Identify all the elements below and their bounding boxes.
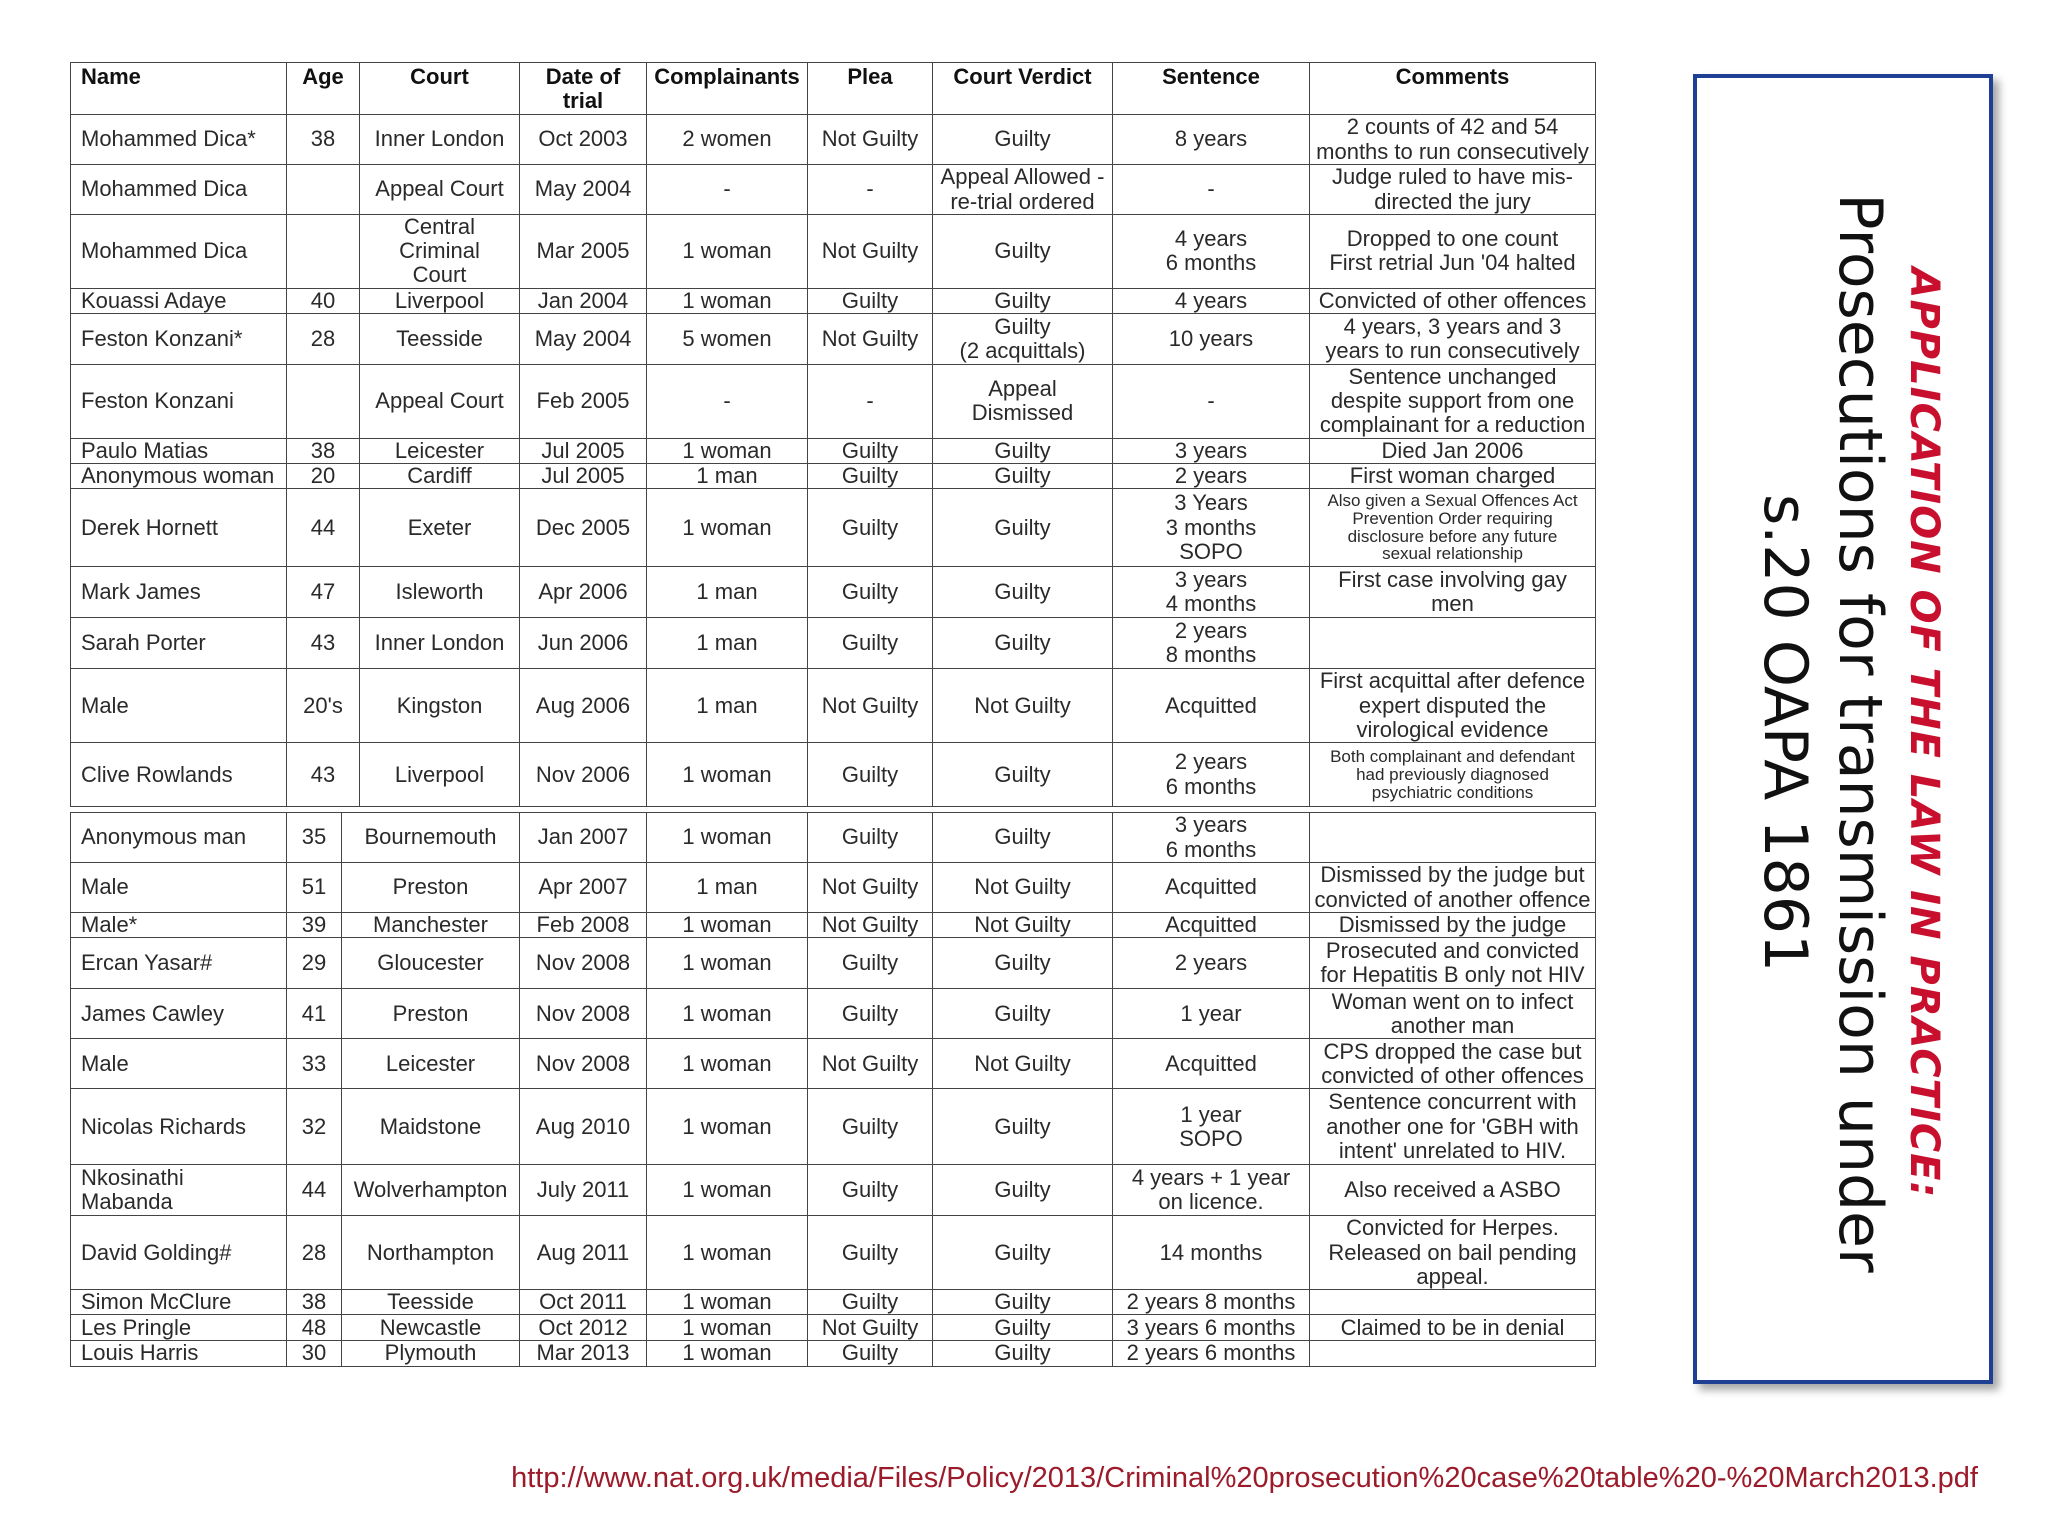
cell-court: Bournemouth	[342, 813, 520, 863]
page-title-line-2: s.20 OAPA 1861	[1750, 493, 1820, 973]
cell-sentence: 4 years	[1113, 288, 1310, 313]
table-row	[71, 1341, 1596, 1366]
cell-date: Jul 2005	[520, 438, 647, 463]
cell-date: Jun 2006	[520, 618, 647, 669]
cell-court: Liverpool	[360, 743, 520, 807]
cell-complainants: 1 woman	[647, 489, 808, 567]
cell-verdict: Guilty	[933, 618, 1113, 669]
table-row	[71, 489, 1596, 567]
cell-date: Nov 2006	[520, 743, 647, 807]
cell-court: Newcastle	[342, 1315, 520, 1341]
cell-age: 47	[287, 567, 360, 618]
table-row	[71, 1315, 1596, 1341]
cell-court: Manchester	[342, 913, 520, 938]
cell-date: Nov 2008	[520, 938, 647, 989]
cell-court: Wolverhampton	[342, 1165, 520, 1216]
cell-comments: Sentence concurrent with another one for 'GBH with intent' unrelated to HIV.	[1310, 1089, 1596, 1165]
cell-sentence: 2 years 8 months	[1113, 1290, 1310, 1315]
cell-complainants: 2 women	[647, 115, 808, 165]
cell-age: 28	[287, 313, 360, 364]
cell-sentence: 4 years 6 months	[1113, 215, 1310, 289]
cell-comments: Prosecuted and convicted for Hepatitis B only not HIV	[1310, 938, 1596, 989]
cell-name: Les Pringle	[71, 1315, 287, 1341]
cell-comments	[1310, 813, 1596, 863]
cell-comments: 4 years, 3 years and 3 years to run consecutively	[1310, 313, 1596, 364]
cell-comments: Dropped to one count First retrial Jun '04 halted	[1310, 215, 1596, 289]
cell-plea: -	[808, 165, 933, 215]
source-url-link[interactable]: http://www.nat.org.uk/media/Files/Policy/2013/Criminal%20prosecution%20case%20table%20-%20March2013.pdf	[511, 1462, 1978, 1494]
cell-name: Male	[71, 669, 287, 743]
cell-comments: Died Jan 2006	[1310, 438, 1596, 463]
cell-age	[287, 165, 360, 215]
header-name: Name	[71, 63, 287, 115]
header-age: Age	[287, 63, 360, 115]
cell-verdict: Not Guilty	[933, 863, 1113, 913]
cell-plea: Guilty	[808, 463, 933, 488]
cell-verdict: Not Guilty	[933, 1039, 1113, 1089]
cell-sentence: 8 years	[1113, 115, 1310, 165]
cell-complainants: 1 woman	[647, 813, 808, 863]
cell-plea: Guilty	[808, 288, 933, 313]
cell-name: Nicolas Richards	[71, 1089, 287, 1165]
cell-date: Oct 2003	[520, 115, 647, 165]
cell-name: David Golding#	[71, 1216, 287, 1290]
table-row	[71, 1290, 1596, 1315]
prosecution-table-2007-2013	[70, 812, 1596, 1367]
cell-name: James Cawley	[71, 989, 287, 1039]
cell-verdict: Not Guilty	[933, 913, 1113, 938]
cell-date: Mar 2005	[520, 215, 647, 289]
cell-complainants: -	[647, 364, 808, 438]
cell-verdict: Not Guilty	[933, 669, 1113, 743]
cell-complainants: 1 man	[647, 463, 808, 488]
cell-complainants: 1 man	[647, 567, 808, 618]
cell-court: Inner London	[360, 618, 520, 669]
cell-plea: Not Guilty	[808, 215, 933, 289]
cell-comments: First woman charged	[1310, 463, 1596, 488]
cell-age: 20's	[287, 669, 360, 743]
cell-plea: Not Guilty	[808, 1039, 933, 1089]
table-row	[71, 1039, 1596, 1089]
cell-age: 43	[287, 743, 360, 807]
cell-sentence: 3 years 4 months	[1113, 567, 1310, 618]
cell-plea: Not Guilty	[808, 669, 933, 743]
table-row	[71, 1216, 1596, 1290]
cell-sentence: 10 years	[1113, 313, 1310, 364]
cell-date: Aug 2011	[520, 1216, 647, 1290]
page-title-line-1: Prosecutions for transmission under	[1825, 193, 1895, 1273]
cell-plea: Guilty	[808, 813, 933, 863]
cell-date: Nov 2008	[520, 989, 647, 1039]
header-verdict: Court Verdict	[933, 63, 1113, 115]
cell-verdict: Guilty	[933, 567, 1113, 618]
cell-complainants: 1 woman	[647, 1290, 808, 1315]
cell-comments: 2 counts of 42 and 54 months to run consecutively	[1310, 115, 1596, 165]
cell-complainants: 1 man	[647, 863, 808, 913]
cell-name: Louis Harris	[71, 1341, 287, 1366]
cell-court: Leicester	[360, 438, 520, 463]
cell-comments: Sentence unchanged despite support from one complainant for a reduction	[1310, 364, 1596, 438]
cell-date: Mar 2013	[520, 1341, 647, 1366]
cell-verdict: Guilty	[933, 215, 1113, 289]
cell-date: Apr 2007	[520, 863, 647, 913]
cell-comments	[1310, 1290, 1596, 1315]
cell-name: Male	[71, 1039, 287, 1089]
prosecution-table-2003-2006	[70, 62, 1596, 807]
cell-name: Feston Konzani	[71, 364, 287, 438]
cell-complainants: 1 man	[647, 618, 808, 669]
cell-plea: Guilty	[808, 743, 933, 807]
cell-verdict: Guilty	[933, 1165, 1113, 1216]
cell-sentence: 1 year	[1113, 989, 1310, 1039]
cell-name: Mohammed Dica*	[71, 115, 287, 165]
cell-plea: Guilty	[808, 1216, 933, 1290]
table-row	[71, 938, 1596, 989]
cell-name: Ercan Yasar#	[71, 938, 287, 989]
cell-age	[287, 364, 360, 438]
cell-sentence: 2 years	[1113, 938, 1310, 989]
cell-complainants: 1 woman	[647, 288, 808, 313]
table-row	[71, 743, 1596, 807]
cell-court: Leicester	[342, 1039, 520, 1089]
cell-verdict: Guilty	[933, 115, 1113, 165]
cell-verdict: Guilty	[933, 288, 1113, 313]
cell-comments: Dismissed by the judge	[1310, 913, 1596, 938]
cell-sentence: Acquitted	[1113, 669, 1310, 743]
cell-date: Aug 2010	[520, 1089, 647, 1165]
cell-name: Paulo Matias	[71, 438, 287, 463]
cell-sentence: -	[1113, 165, 1310, 215]
cell-verdict: Appeal Dismissed	[933, 364, 1113, 438]
table-row	[71, 463, 1596, 488]
cell-sentence: 2 years 6 months	[1113, 1341, 1310, 1366]
cell-verdict: Guilty	[933, 438, 1113, 463]
cell-verdict: Guilty	[933, 938, 1113, 989]
table-row	[71, 438, 1596, 463]
cell-age: 38	[287, 1290, 342, 1315]
cell-sentence: Acquitted	[1113, 913, 1310, 938]
cell-plea: Guilty	[808, 1290, 933, 1315]
cell-complainants: -	[647, 165, 808, 215]
cell-date: May 2004	[520, 313, 647, 364]
cell-plea: Guilty	[808, 567, 933, 618]
header-complainants: Complainants	[647, 63, 808, 115]
cell-court: Exeter	[360, 489, 520, 567]
table-row	[71, 1089, 1596, 1165]
cell-name: Mohammed Dica	[71, 165, 287, 215]
cell-sentence: 2 years 8 months	[1113, 618, 1310, 669]
cell-verdict: Guilty	[933, 1089, 1113, 1165]
cell-comments	[1310, 1341, 1596, 1366]
cell-age: 38	[287, 438, 360, 463]
cell-sentence: 2 years	[1113, 463, 1310, 488]
cell-date: Jan 2004	[520, 288, 647, 313]
table-row	[71, 1165, 1596, 1216]
cell-court: Isleworth	[360, 567, 520, 618]
cell-date: Jul 2005	[520, 463, 647, 488]
header-row	[71, 63, 1596, 115]
cell-date: Nov 2008	[520, 1039, 647, 1089]
cell-name: Nkosinathi Mabanda	[71, 1165, 287, 1216]
cell-complainants: 1 woman	[647, 1039, 808, 1089]
cell-sentence: Acquitted	[1113, 863, 1310, 913]
cell-date: Feb 2008	[520, 913, 647, 938]
cell-sentence: 3 years 6 months	[1113, 813, 1310, 863]
table-row	[71, 567, 1596, 618]
cell-court: Northampton	[342, 1216, 520, 1290]
header-date: Date of trial	[520, 63, 647, 115]
page-title	[1747, 93, 1897, 1373]
cell-court: Liverpool	[360, 288, 520, 313]
title-box	[1693, 74, 1993, 1384]
cell-age: 33	[287, 1039, 342, 1089]
cell-plea: Not Guilty	[808, 913, 933, 938]
cell-comments: CPS dropped the case but convicted of other offences	[1310, 1039, 1596, 1089]
cell-plea: Not Guilty	[808, 313, 933, 364]
table-row	[71, 215, 1596, 289]
table-row	[71, 618, 1596, 669]
cell-age: 41	[287, 989, 342, 1039]
cell-name: Sarah Porter	[71, 618, 287, 669]
cell-age: 51	[287, 863, 342, 913]
cell-complainants: 1 woman	[647, 989, 808, 1039]
table-row	[71, 115, 1596, 165]
cell-comments: Claimed to be in denial	[1310, 1315, 1596, 1341]
cell-comments: Also received a ASBO	[1310, 1165, 1596, 1216]
table2-body	[71, 813, 1596, 1367]
cell-verdict: Guilty	[933, 1216, 1113, 1290]
cell-date: Oct 2012	[520, 1315, 647, 1341]
cell-verdict: Guilty	[933, 1341, 1113, 1366]
cell-complainants: 1 woman	[647, 1341, 808, 1366]
cell-sentence: Acquitted	[1113, 1039, 1310, 1089]
cell-complainants: 1 woman	[647, 938, 808, 989]
cell-name: Male	[71, 863, 287, 913]
cell-age: 30	[287, 1341, 342, 1366]
cell-verdict: Guilty	[933, 989, 1113, 1039]
table-row	[71, 288, 1596, 313]
cell-verdict: Guilty	[933, 743, 1113, 807]
cell-age: 40	[287, 288, 360, 313]
cell-plea: Guilty	[808, 618, 933, 669]
cell-plea: Guilty	[808, 938, 933, 989]
cell-date: Dec 2005	[520, 489, 647, 567]
cell-comments: Both complainant and defendant had previously diagnosed psychiatric conditions	[1310, 743, 1596, 807]
cell-court: Teesside	[342, 1290, 520, 1315]
cell-plea: Not Guilty	[808, 115, 933, 165]
cell-name: Anonymous man	[71, 813, 287, 863]
cell-age: 28	[287, 1216, 342, 1290]
cell-verdict: Appeal Allowed - re-trial ordered	[933, 165, 1113, 215]
cell-complainants: 1 woman	[647, 215, 808, 289]
cell-age: 39	[287, 913, 342, 938]
cell-complainants: 1 woman	[647, 1216, 808, 1290]
table-row	[71, 989, 1596, 1039]
cell-plea: Not Guilty	[808, 1315, 933, 1341]
cell-age: 44	[287, 1165, 342, 1216]
cell-court: Central Criminal Court	[360, 215, 520, 289]
cell-sentence: 2 years 6 months	[1113, 743, 1310, 807]
cell-date: July 2011	[520, 1165, 647, 1216]
table-row	[71, 813, 1596, 863]
cell-age: 20	[287, 463, 360, 488]
title-rotated	[1747, 93, 1947, 1373]
cell-complainants: 1 woman	[647, 913, 808, 938]
table-row	[71, 165, 1596, 215]
cell-comments: Woman went on to infect another man	[1310, 989, 1596, 1039]
cell-plea: Guilty	[808, 1089, 933, 1165]
cell-verdict: Guilty	[933, 463, 1113, 488]
cell-comments: Convicted of other offences	[1310, 288, 1596, 313]
table-row	[71, 913, 1596, 938]
cell-age: 35	[287, 813, 342, 863]
cell-date: Jan 2007	[520, 813, 647, 863]
table-row	[71, 669, 1596, 743]
cell-sentence: 3 years 6 months	[1113, 1315, 1310, 1341]
cell-court: Kingston	[360, 669, 520, 743]
cell-age: 43	[287, 618, 360, 669]
cell-name: Derek Hornett	[71, 489, 287, 567]
cell-age: 48	[287, 1315, 342, 1341]
cell-name: Mark James	[71, 567, 287, 618]
cell-plea: -	[808, 364, 933, 438]
cell-plea: Guilty	[808, 989, 933, 1039]
cell-court: Plymouth	[342, 1341, 520, 1366]
cell-comments: Convicted for Herpes. Released on bail pending appeal.	[1310, 1216, 1596, 1290]
header-plea: Plea	[808, 63, 933, 115]
cell-complainants: 1 woman	[647, 743, 808, 807]
cell-complainants: 5 women	[647, 313, 808, 364]
cell-court: Teesside	[360, 313, 520, 364]
cell-plea: Guilty	[808, 1165, 933, 1216]
cell-court: Maidstone	[342, 1089, 520, 1165]
cell-plea: Guilty	[808, 438, 933, 463]
cell-comments: First acquittal after defence expert disputed the virological evidence	[1310, 669, 1596, 743]
cell-complainants: 1 woman	[647, 1165, 808, 1216]
header-comments: Comments	[1310, 63, 1596, 115]
cell-court: Preston	[342, 989, 520, 1039]
cell-sentence: 3 years	[1113, 438, 1310, 463]
cell-plea: Not Guilty	[808, 863, 933, 913]
cell-complainants: 1 woman	[647, 1089, 808, 1165]
cell-name: Mohammed Dica	[71, 215, 287, 289]
cell-verdict: Guilty (2 acquittals)	[933, 313, 1113, 364]
cell-name: Feston Konzani*	[71, 313, 287, 364]
cell-age: 44	[287, 489, 360, 567]
cell-age: 38	[287, 115, 360, 165]
cell-date: May 2004	[520, 165, 647, 215]
cell-date: Oct 2011	[520, 1290, 647, 1315]
cell-sentence: -	[1113, 364, 1310, 438]
cell-court: Appeal Court	[360, 165, 520, 215]
cell-comments	[1310, 618, 1596, 669]
cell-sentence: 3 Years 3 months SOPO	[1113, 489, 1310, 567]
cell-age	[287, 215, 360, 289]
cell-plea: Guilty	[808, 1341, 933, 1366]
cell-comments: Dismissed by the judge but convicted of another offence	[1310, 863, 1596, 913]
table1-body	[71, 115, 1596, 807]
cell-age: 32	[287, 1089, 342, 1165]
cell-comments: Judge ruled to have mis- directed the jury	[1310, 165, 1596, 215]
cell-verdict: Guilty	[933, 1315, 1113, 1341]
title-subtitle: APPLICATION OF THE LAW IN PRACTICE:	[1901, 267, 1947, 1199]
table-row	[71, 364, 1596, 438]
cell-court: Preston	[342, 863, 520, 913]
cell-comments: Also given a Sexual Offences Act Prevention Order requiring disclosure before any future sexual relationship	[1310, 489, 1596, 567]
cell-verdict: Guilty	[933, 489, 1113, 567]
cell-plea: Guilty	[808, 489, 933, 567]
cell-comments: First case involving gay men	[1310, 567, 1596, 618]
cell-court: Cardiff	[360, 463, 520, 488]
cell-name: Simon McClure	[71, 1290, 287, 1315]
cell-court: Inner London	[360, 115, 520, 165]
header-sentence: Sentence	[1113, 63, 1310, 115]
cell-name: Clive Rowlands	[71, 743, 287, 807]
cell-name: Anonymous woman	[71, 463, 287, 488]
table-row	[71, 313, 1596, 364]
cell-date: Apr 2006	[520, 567, 647, 618]
header-court: Court	[360, 63, 520, 115]
cell-date: Feb 2005	[520, 364, 647, 438]
cell-age: 29	[287, 938, 342, 989]
cell-date: Aug 2006	[520, 669, 647, 743]
cell-complainants: 1 woman	[647, 438, 808, 463]
cell-sentence: 4 years + 1 year on licence.	[1113, 1165, 1310, 1216]
cell-verdict: Guilty	[933, 1290, 1113, 1315]
cell-name: Male*	[71, 913, 287, 938]
cell-court: Appeal Court	[360, 364, 520, 438]
cell-court: Gloucester	[342, 938, 520, 989]
cell-verdict: Guilty	[933, 813, 1113, 863]
cell-sentence: 14 months	[1113, 1216, 1310, 1290]
cell-complainants: 1 man	[647, 669, 808, 743]
table-row	[71, 863, 1596, 913]
cell-sentence: 1 year SOPO	[1113, 1089, 1310, 1165]
cell-name: Kouassi Adaye	[71, 288, 287, 313]
cell-complainants: 1 woman	[647, 1315, 808, 1341]
